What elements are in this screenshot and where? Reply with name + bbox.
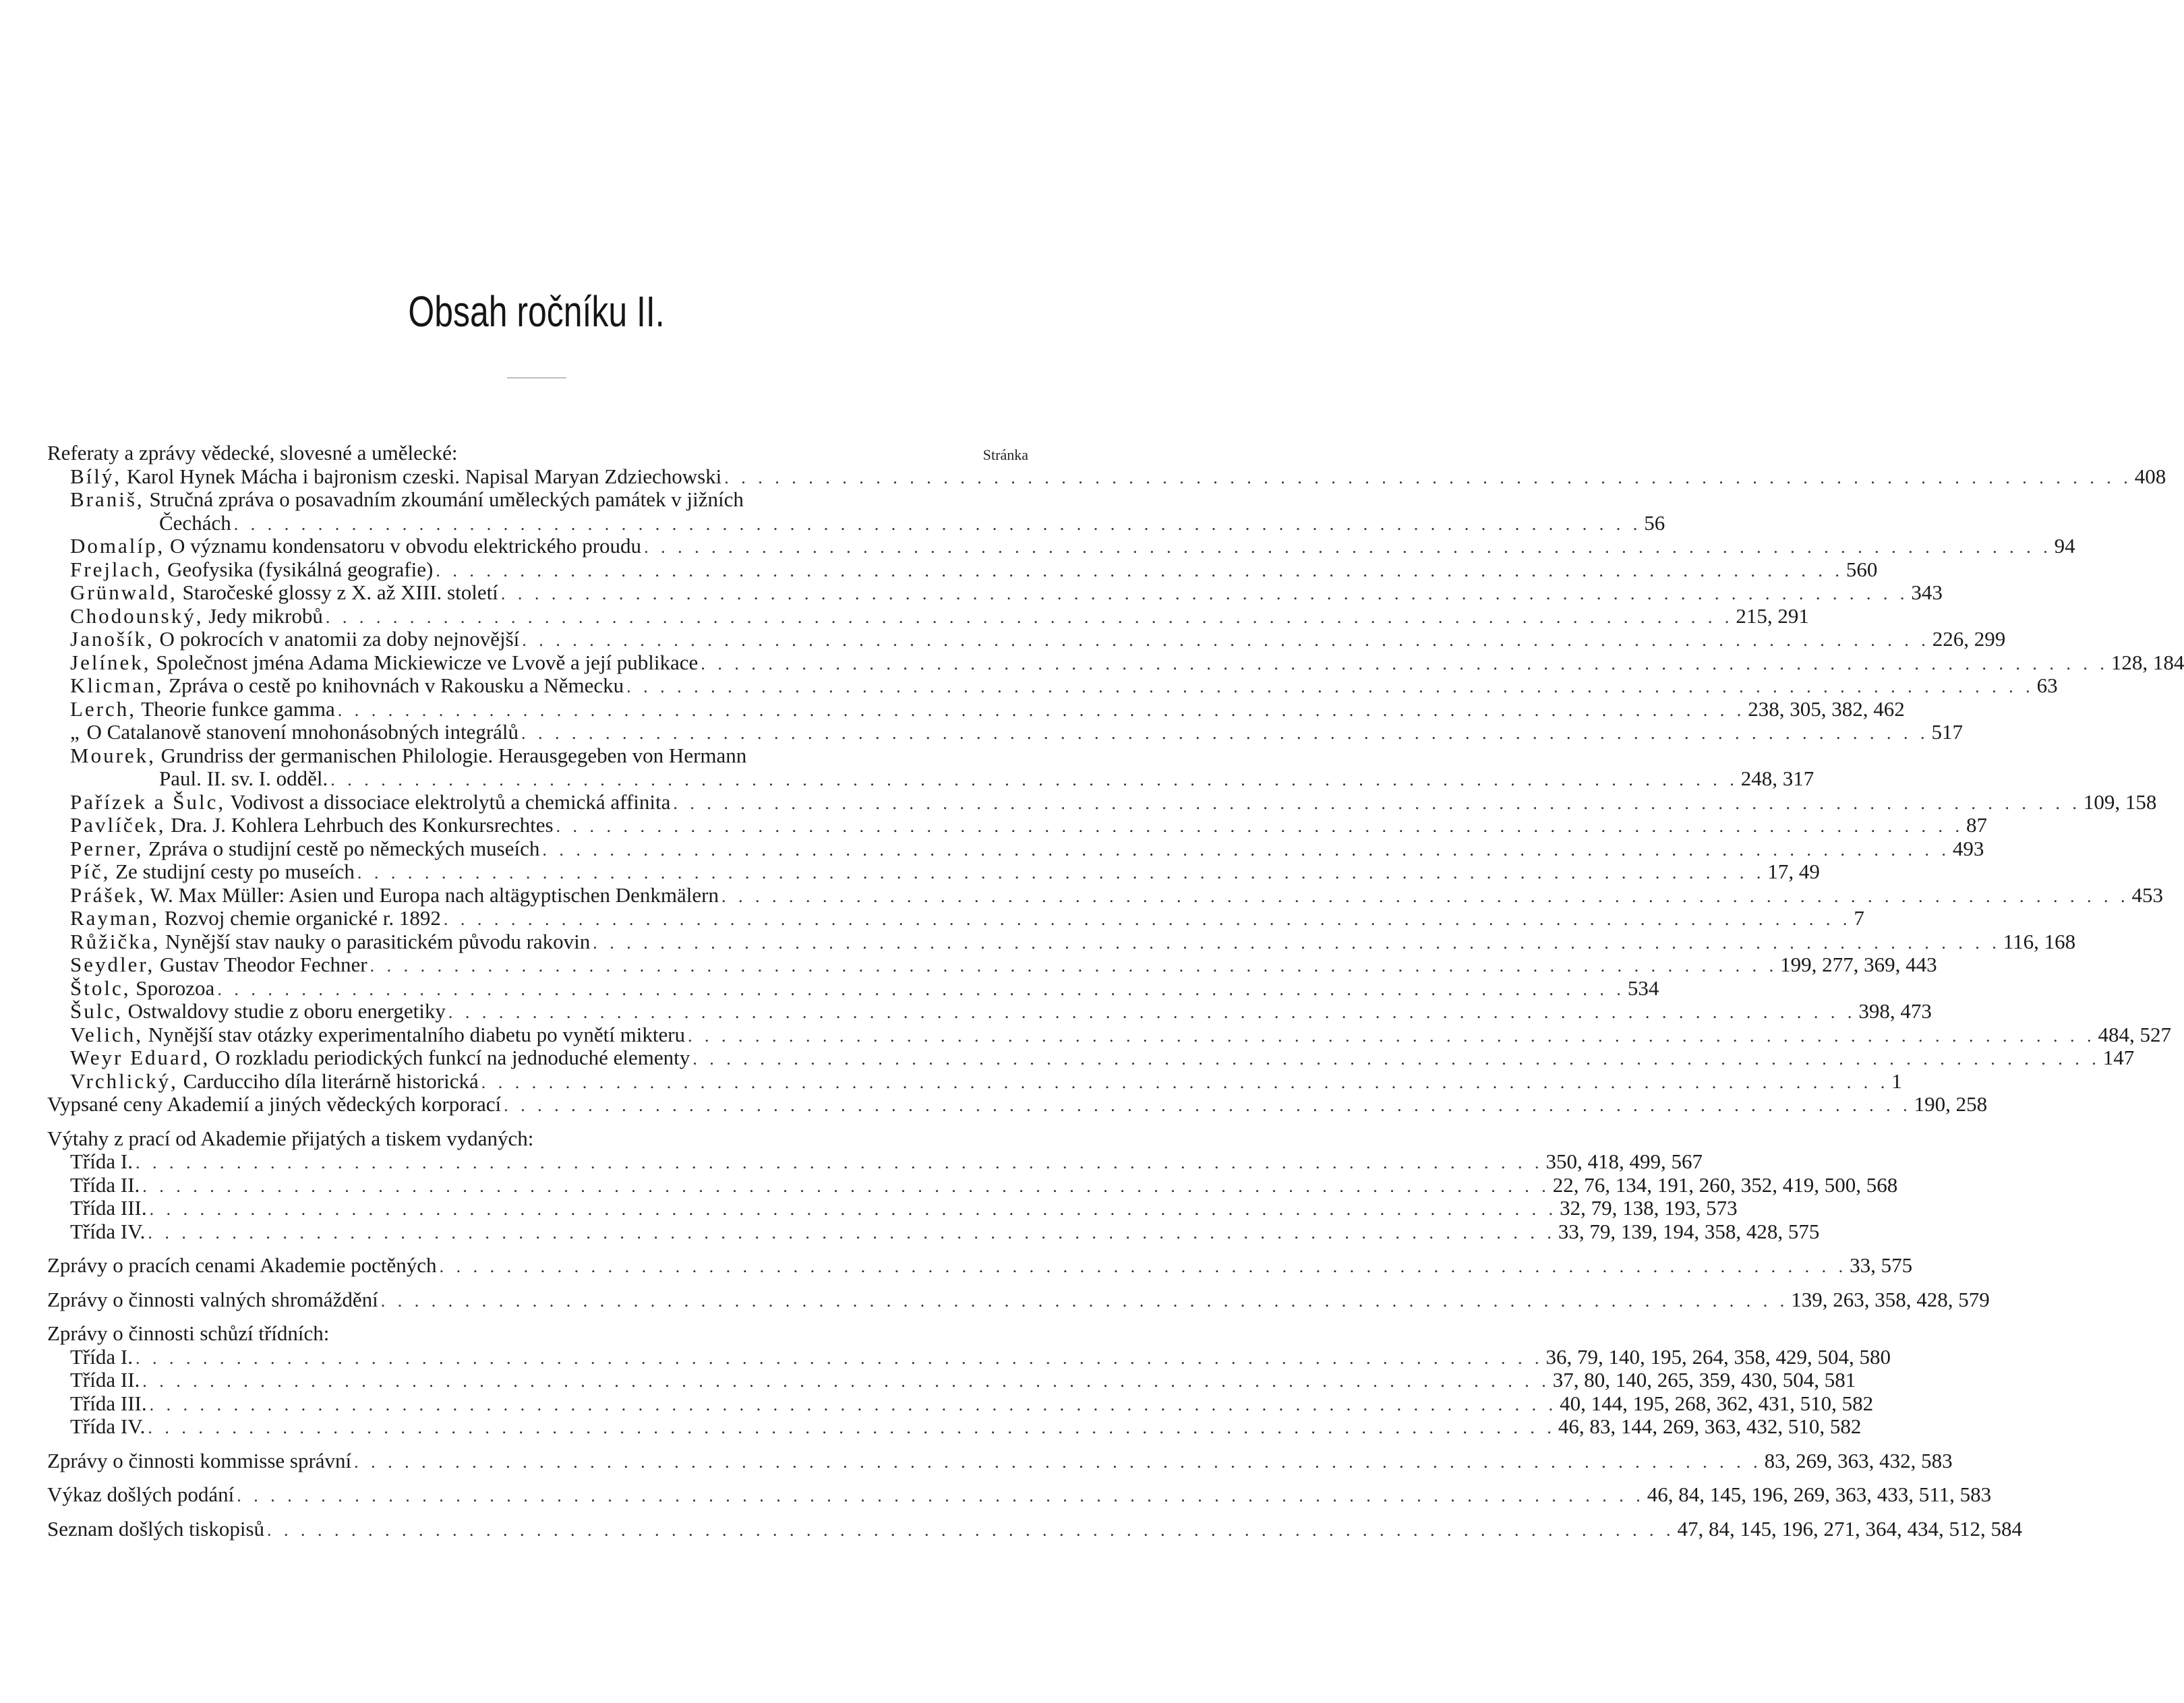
entry-title: Rozvoj chemie organické r. 1892 xyxy=(164,906,441,930)
entry-author: Lerch, xyxy=(70,696,137,721)
toc-entry xyxy=(47,789,2157,814)
entry-title: O Catalanově stanovení mnohonásobných integrálů xyxy=(86,720,519,744)
entry-author: Bílý, xyxy=(70,464,122,488)
section-heading-vytahy xyxy=(47,1127,1028,1151)
entry-pages: 116, 168 xyxy=(2003,929,2076,953)
entry-pages: 248, 317 xyxy=(1740,767,1814,790)
entry-author: Klicman, xyxy=(70,674,164,697)
class-entry xyxy=(47,1149,1703,1174)
class-entry xyxy=(47,1172,1898,1197)
entry-text xyxy=(70,907,441,930)
entry-author: Weyr Eduard, xyxy=(70,1046,210,1069)
leader-dots xyxy=(237,1485,1645,1508)
page-title: Obsah ročníku II. xyxy=(408,287,665,336)
leader-dots xyxy=(724,467,2132,490)
entry-pages: 56 xyxy=(1644,510,1665,535)
entry-pages: 87 xyxy=(1966,813,1988,837)
leader-dots xyxy=(440,1255,1848,1279)
class-pages: 33, 79, 139, 194, 358, 428, 575 xyxy=(1558,1219,1820,1243)
entry-text xyxy=(70,1023,685,1047)
leader-dots xyxy=(370,955,1778,978)
entry-title: Společnost jména Adama Mickiewicze ve Lvově a její publikace xyxy=(156,650,699,674)
entry-title: Sporozoa xyxy=(136,976,215,1000)
leader-dots xyxy=(504,1094,1912,1118)
entry-text xyxy=(70,1000,446,1023)
class-pages: 36, 79, 140, 195, 264, 358, 429, 504, 580 xyxy=(1545,1344,1891,1369)
class-pages: 32, 79, 138, 193, 573 xyxy=(1560,1196,1738,1220)
leader-dots xyxy=(338,699,1746,723)
entry-title: Ostwaldovy studie z oboru energetiky xyxy=(127,999,446,1023)
toc-entry-seznam xyxy=(47,1516,2023,1541)
class-label: Třída IV. xyxy=(70,1414,146,1438)
schuzi-list xyxy=(47,1344,1891,1439)
entry-pages: 109, 158 xyxy=(2083,789,2157,814)
toc-entry xyxy=(47,488,1028,512)
leader-dots xyxy=(326,606,1734,630)
leader-dots xyxy=(556,815,1964,839)
leader-dots xyxy=(448,1001,1856,1025)
class-entry xyxy=(47,1196,1738,1220)
entry-pages: 63 xyxy=(2036,674,2058,697)
entry-author: Domalíp, xyxy=(70,534,165,558)
entry-author: Štolc, xyxy=(70,976,131,1000)
class-label: Třída II. xyxy=(70,1368,140,1392)
entry-title: Carducciho díla literárně historická xyxy=(183,1069,479,1093)
entry-author: Jelínek, xyxy=(70,650,151,674)
toc-entry xyxy=(47,906,1864,930)
entry-text: Vypsané ceny Akademií a jiných vědeckých korporací xyxy=(47,1092,502,1116)
entry-pages: 128, 184 xyxy=(2111,650,2184,674)
entry-author: Perner, xyxy=(70,836,144,860)
toc-entry xyxy=(47,464,2166,489)
entry-text xyxy=(70,1046,690,1070)
toc-entry-zpravy-kommisse xyxy=(47,1448,1953,1473)
leader-dots xyxy=(148,1416,1556,1440)
entry-title: Dra. J. Kohlera Lehrbuch des Konkursrechtes xyxy=(171,813,554,837)
toc-entry-zpravy-cenami xyxy=(47,1253,1913,1278)
entry-pages: 33, 575 xyxy=(1850,1253,1913,1277)
entry-title: Gustav Theodor Fechner xyxy=(159,953,367,976)
toc-entry xyxy=(47,813,1988,837)
leader-dots xyxy=(688,1025,2096,1048)
entry-text: Výkaz došlých podání xyxy=(47,1483,235,1506)
entry-author: Grünwald, xyxy=(70,580,177,604)
entry-text: Zprávy o činnosti valných shromáždění xyxy=(47,1287,378,1311)
entry-text xyxy=(70,558,433,582)
class-label: Třída I. xyxy=(70,1149,133,1173)
entry-text xyxy=(159,512,231,535)
leader-dots xyxy=(436,560,1843,583)
toc-entry xyxy=(47,510,1665,535)
leader-dots xyxy=(357,862,1765,885)
entry-title: Geofysika (fysikálná geografie) xyxy=(167,557,434,581)
entry-author: Vrchlický, xyxy=(70,1069,178,1093)
leader-dots xyxy=(721,885,2129,909)
entry-text xyxy=(70,535,641,558)
toc-entry xyxy=(47,720,1964,744)
entry-text xyxy=(70,698,335,721)
section-heading-referaty xyxy=(47,442,1028,465)
entry-text xyxy=(70,721,519,744)
leader-dots xyxy=(150,1198,1558,1222)
entry-text xyxy=(70,488,1028,512)
toc-entry xyxy=(47,999,1932,1023)
class-label: Třída IV. xyxy=(70,1219,146,1243)
entry-pages: 199, 277, 369, 443 xyxy=(1780,953,1937,976)
entry-text xyxy=(70,884,719,907)
toc-entry xyxy=(47,534,2075,558)
leader-dots xyxy=(521,722,1929,746)
class-entry xyxy=(47,1391,1874,1416)
entry-text xyxy=(159,767,328,791)
toc-entry-vykaz xyxy=(47,1483,1992,1507)
entry-author: Rayman, xyxy=(70,906,160,930)
entry-text xyxy=(70,651,698,675)
entry-pages: 226, 299 xyxy=(1932,627,2006,651)
entry-text: Seznam došlých tiskopisů xyxy=(47,1516,265,1541)
entry-pages: 517 xyxy=(1931,720,1964,744)
class-entry xyxy=(47,1368,1856,1392)
toc-entry-zpravy-valnych xyxy=(47,1287,1990,1312)
entry-pages: 408 xyxy=(2134,464,2166,488)
entry-pages: 1 xyxy=(1891,1069,1902,1093)
toc-entry xyxy=(47,836,1984,861)
class-entry xyxy=(47,1344,1891,1369)
leader-dots xyxy=(626,676,2034,699)
toc-entry xyxy=(47,557,1878,582)
toc-entry xyxy=(47,976,1659,1000)
entry-pages: 453 xyxy=(2131,883,2163,907)
entry-pages: 493 xyxy=(1952,836,1984,860)
entry-author: Janošík, xyxy=(70,627,154,651)
toc-entry xyxy=(47,1046,2135,1070)
toc-entry xyxy=(47,674,2058,698)
entry-text xyxy=(70,628,519,651)
entry-pages: 17, 49 xyxy=(1767,860,1820,883)
class-pages: 40, 144, 195, 268, 362, 431, 510, 582 xyxy=(1560,1391,1874,1415)
leader-dots xyxy=(330,769,1738,792)
entry-pages: 343 xyxy=(1911,580,1943,604)
toc-entry xyxy=(47,767,1814,791)
toc-entry xyxy=(47,883,2163,907)
entry-author: Píč, xyxy=(70,860,111,883)
leader-dots xyxy=(481,1071,1889,1095)
leader-dots xyxy=(593,932,2001,955)
leader-dots xyxy=(142,1175,1550,1199)
entry-author: Braniš, xyxy=(70,487,144,511)
entry-author: Pařízek a Šulc, xyxy=(70,789,226,814)
entry-title: Karol Hynek Mácha i bajronism czeski. Napisal Maryan Zdziechowski xyxy=(126,464,722,488)
entry-author: Velich, xyxy=(70,1022,143,1046)
entry-pages: 46, 84, 145, 196, 269, 363, 433, 511, 583 xyxy=(1647,1483,1992,1506)
toc-entry xyxy=(47,953,1937,977)
entry-pages: 83, 269, 363, 432, 583 xyxy=(1764,1448,1953,1472)
entry-title: Staročeské glossy z X. až XIII. století xyxy=(182,580,498,604)
toc-entry xyxy=(47,860,1820,884)
entry-pages: 560 xyxy=(1846,557,1878,581)
toc-entry xyxy=(47,1069,1902,1094)
leader-dots xyxy=(267,1519,1675,1543)
entry-text xyxy=(70,674,624,698)
entry-pages: 190, 258 xyxy=(1914,1092,1988,1116)
leader-dots xyxy=(381,1290,1789,1313)
entry-author: Šulc, xyxy=(70,999,123,1023)
referaty-list xyxy=(47,464,2184,1094)
entry-text xyxy=(70,581,498,605)
entry-title: O rozkladu periodických funkcí na jednoduché elementy xyxy=(215,1046,690,1069)
entry-text xyxy=(70,977,214,1000)
page-column-label: Stránka xyxy=(982,446,1028,463)
class-pages: 46, 83, 144, 269, 363, 432, 510, 582 xyxy=(1558,1414,1862,1438)
entry-pages: 47, 84, 145, 196, 271, 364, 434, 512, 584 xyxy=(1677,1516,2023,1541)
toc-entry xyxy=(47,650,2184,675)
class-label: Třída I. xyxy=(70,1344,133,1369)
leader-dots xyxy=(444,908,1852,932)
entry-title: Zpráva o cestě po knihovnách v Rakousku a Německu xyxy=(169,674,624,697)
leader-dots xyxy=(142,1370,1550,1394)
entry-title: Zpráva o studijní cestě po německých museích xyxy=(148,836,540,860)
entry-text xyxy=(70,814,554,837)
entry-author: Frejlach, xyxy=(70,557,163,581)
leader-dots xyxy=(150,1394,1558,1417)
entry-title: Theorie funkce gamma xyxy=(141,696,335,721)
table-of-contents xyxy=(47,441,2184,1541)
toc-entry xyxy=(47,580,1943,605)
leader-dots xyxy=(234,513,1642,537)
entry-author: Prášek, xyxy=(70,883,146,907)
entry-title: Nynější stav otázky experimentalního diabetu po vynětí mikteru xyxy=(148,1022,686,1046)
leader-dots xyxy=(692,1048,2100,1071)
entry-text xyxy=(70,930,590,954)
entry-title: Grundriss der germanischen Philologie. Herausgegeben von Hermann xyxy=(160,743,747,767)
class-pages: 22, 76, 134, 191, 260, 352, 419, 500, 568 xyxy=(1552,1172,1898,1197)
leader-dots xyxy=(522,629,1930,653)
toc-entry xyxy=(47,744,1028,768)
entry-title: Nynější stav nauky o parasitickém původu rakovin xyxy=(165,929,591,953)
leader-dots xyxy=(701,653,2108,676)
entry-title: Ze studijní cesty po museích xyxy=(115,860,355,883)
entry-text xyxy=(70,605,323,628)
toc-entry xyxy=(47,696,1905,721)
toc-entry-vypsane xyxy=(47,1092,1988,1116)
entry-title: O pokrocích v anatomii za doby nejnovější xyxy=(159,627,520,651)
entry-title: Stručná zpráva o posavadním zkoumání uměleckých památek v jižních xyxy=(149,487,744,511)
entry-title: O významu kondensatoru v obvodu elektrického proudu xyxy=(170,534,642,558)
entry-title: Jedy mikrobů xyxy=(208,603,323,628)
entry-text xyxy=(70,953,367,977)
leader-dots xyxy=(217,978,1625,1002)
class-entry xyxy=(47,1219,1820,1244)
entry-text xyxy=(70,860,355,884)
entry-author: Růžička, xyxy=(70,929,160,953)
entry-text xyxy=(70,744,1028,768)
entry-text xyxy=(70,1070,479,1094)
entry-text xyxy=(70,465,721,489)
vytahy-list xyxy=(47,1149,1898,1243)
entry-author: Chodounský, xyxy=(70,603,204,628)
leader-dots xyxy=(542,839,1950,862)
entry-author: Seydler, xyxy=(70,953,155,976)
entry-text xyxy=(70,837,539,861)
toc-entry xyxy=(47,1022,2172,1047)
entry-title: Paul. II. sv. I. odděl. xyxy=(159,767,328,790)
entry-author: Mourek, xyxy=(70,743,156,767)
section-heading-zpravy-schuzi xyxy=(47,1322,1028,1346)
entry-pages: 7 xyxy=(1854,906,1864,930)
leader-dots xyxy=(354,1451,1762,1474)
class-pages: 350, 418, 499, 567 xyxy=(1545,1149,1703,1173)
leader-dots xyxy=(148,1222,1556,1245)
entry-pages: 534 xyxy=(1627,976,1659,1000)
leader-dots xyxy=(501,582,1909,606)
section-heading-text: Zprávy o činnosti schůzí třídních: xyxy=(47,1321,330,1345)
leader-dots xyxy=(673,792,2081,816)
entry-pages: 398, 473 xyxy=(1858,999,1932,1023)
entry-text: Zprávy o činnosti kommisse správní xyxy=(47,1448,352,1472)
class-label: Třída III. xyxy=(70,1391,147,1415)
class-label: Třída II. xyxy=(70,1172,140,1197)
entry-pages: 94 xyxy=(2054,534,2075,558)
class-pages: 37, 80, 140, 265, 359, 430, 504, 581 xyxy=(1552,1368,1856,1392)
entry-title: W. Max Müller: Asien und Europa nach altägyptischen Denkmälern xyxy=(150,883,719,907)
entry-text xyxy=(70,791,670,814)
entry-author: Pavlíček, xyxy=(70,813,166,837)
toc-entry xyxy=(47,627,2006,651)
class-label: Třída III. xyxy=(70,1196,147,1220)
entry-pages: 215, 291 xyxy=(1736,603,1809,628)
class-entry xyxy=(47,1414,1862,1439)
toc-entry xyxy=(47,603,1809,628)
section-heading-text: Výtahy z prací od Akademie přijatých a tiskem vydaných: xyxy=(47,1126,534,1150)
entry-pages: 147 xyxy=(2102,1046,2135,1069)
leader-dots xyxy=(136,1152,1543,1175)
entry-pages: 139, 263, 358, 428, 579 xyxy=(1791,1287,1990,1311)
entry-title: Vodivost a dissociace elektrolytů a chemická affinita xyxy=(230,789,671,814)
entry-author: „ xyxy=(70,720,82,744)
entry-text: Zprávy o pracích cenami Akademie poctěných xyxy=(47,1253,437,1277)
leader-dots xyxy=(136,1347,1543,1371)
entry-pages: 238, 305, 382, 462 xyxy=(1748,696,1905,721)
section-heading-text: Referaty a zprávy vědecké, slovesné a umělecké: xyxy=(47,441,458,465)
leader-dots xyxy=(644,536,2052,560)
entry-pages: 484, 527 xyxy=(2098,1022,2172,1046)
toc-entry xyxy=(47,929,2076,954)
entry-title: Čechách xyxy=(159,510,231,535)
